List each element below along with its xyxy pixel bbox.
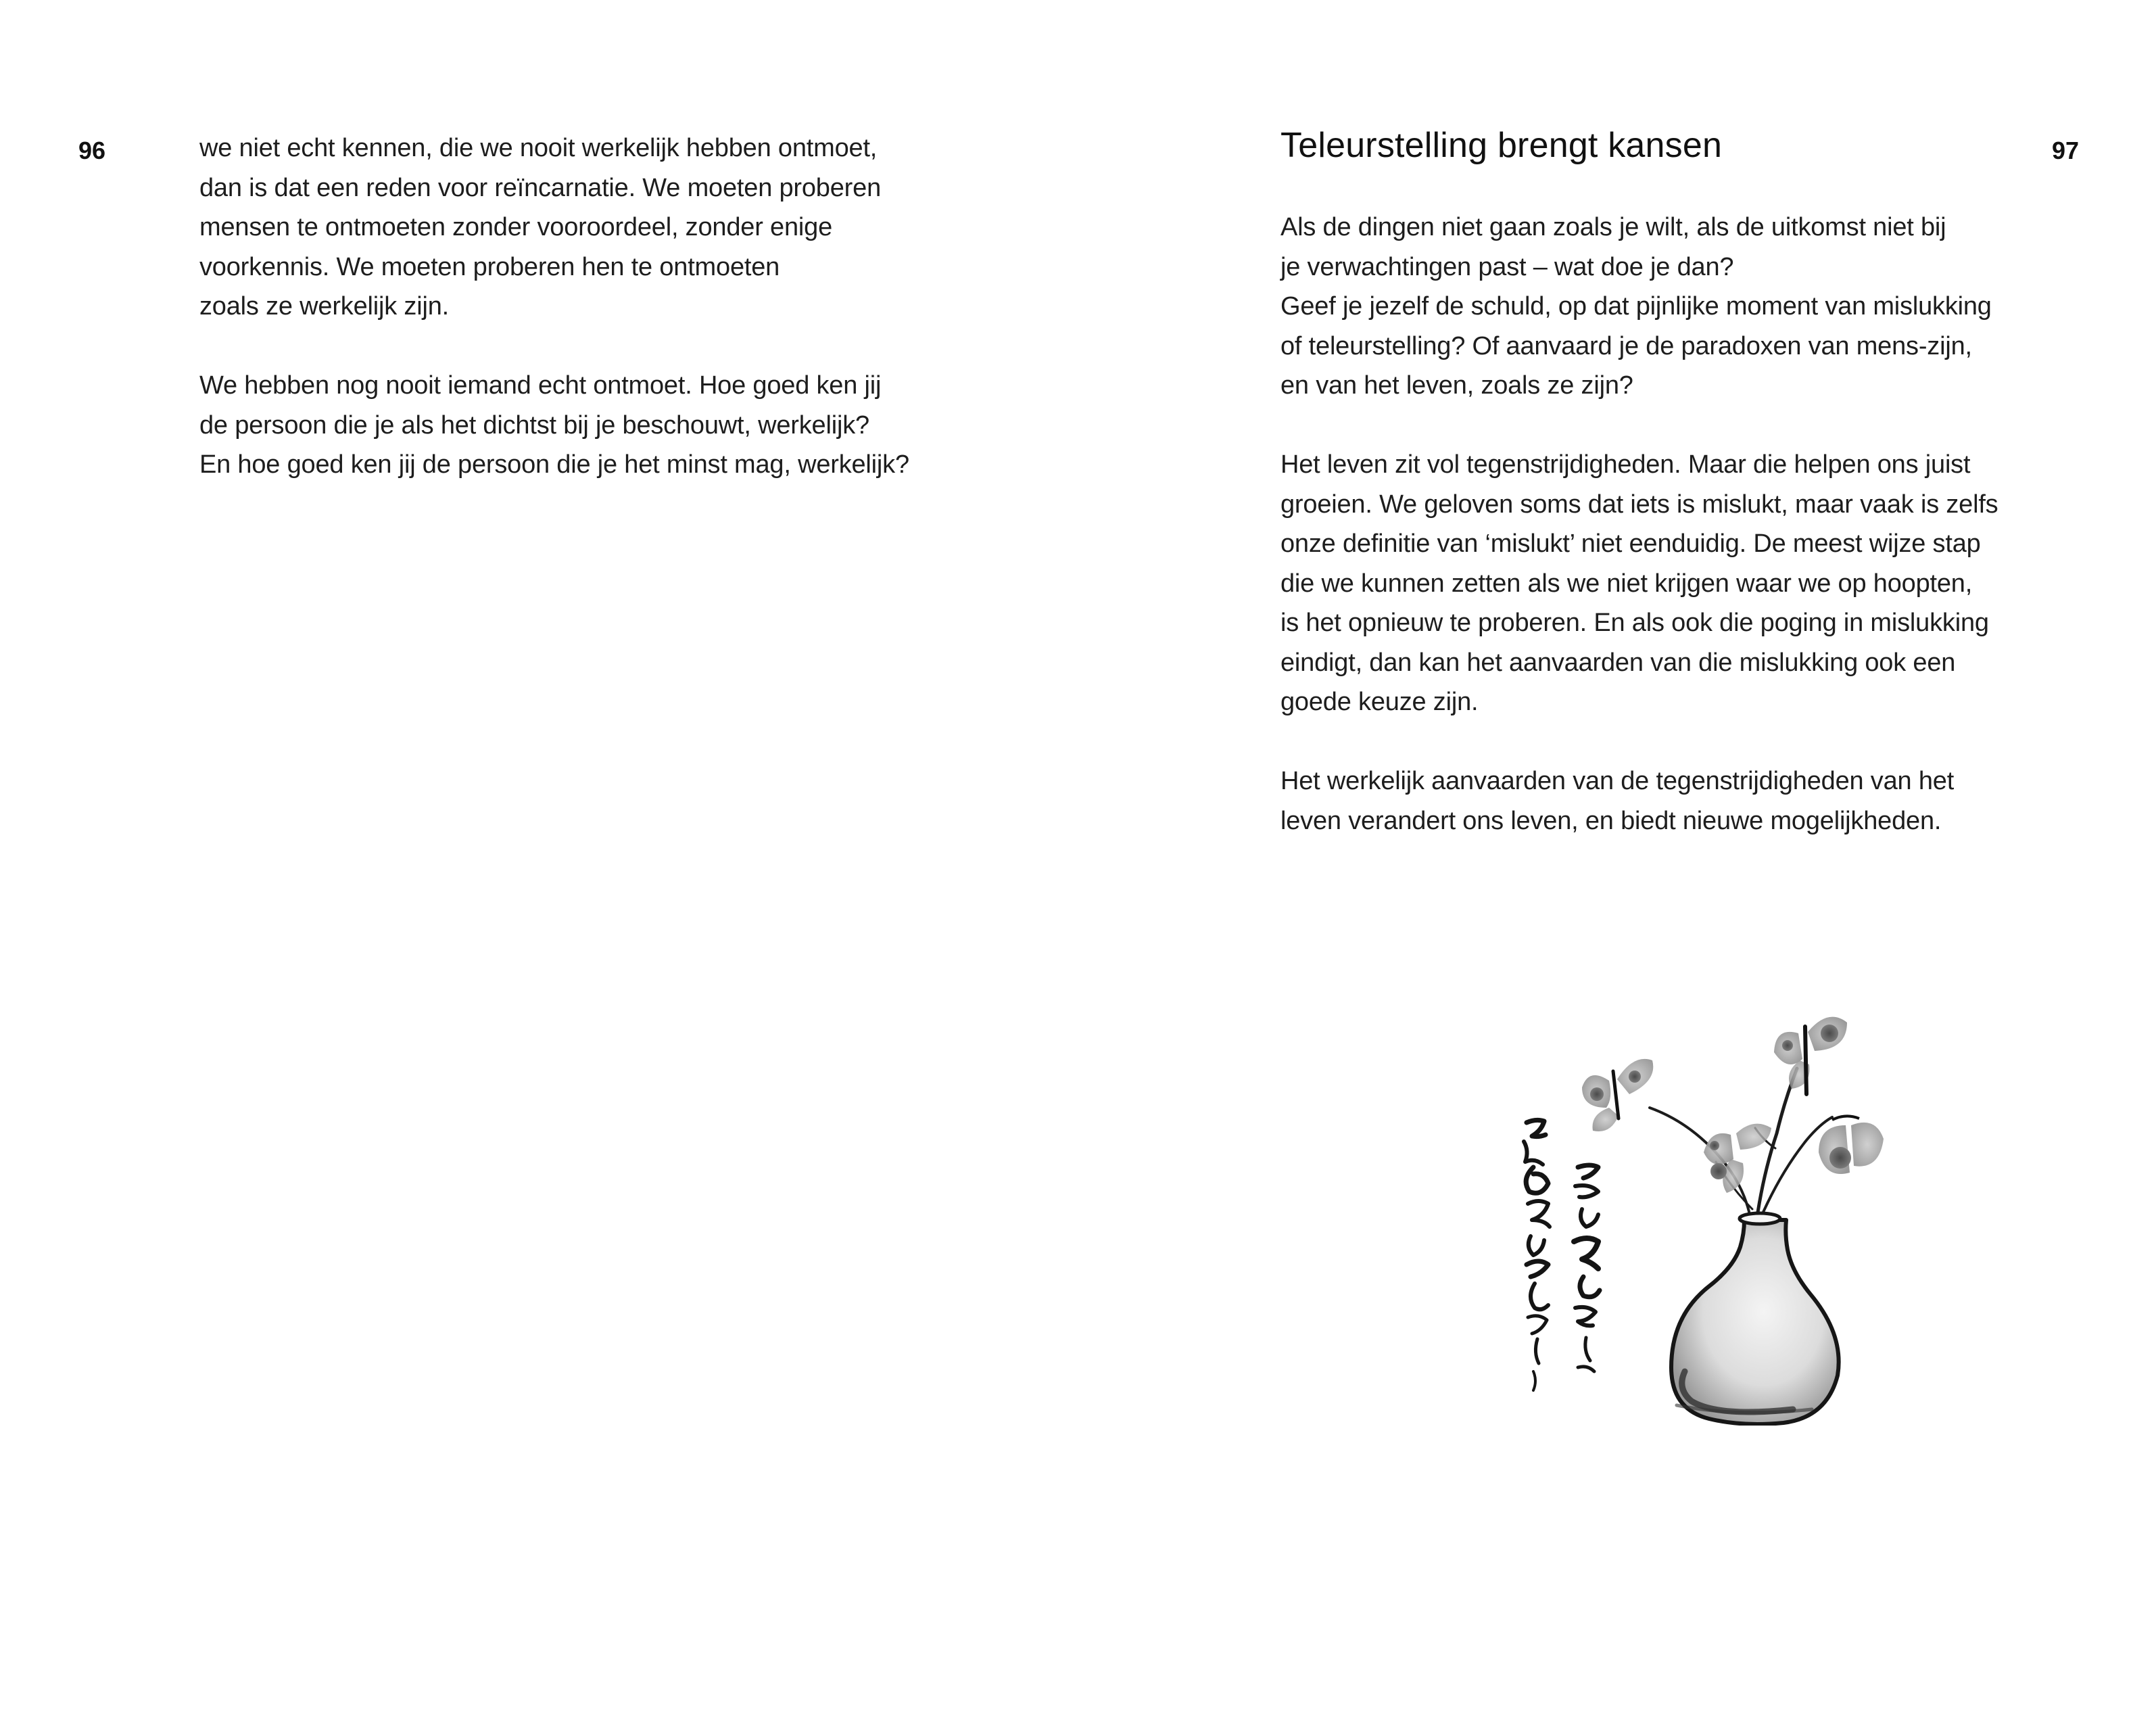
butterfly-middle bbox=[1704, 1124, 1771, 1193]
chapter-title: Teleurstelling brengt kansen bbox=[1280, 126, 1723, 165]
text-line: groeien. We geloven soms dat iets is mislukt, maar vaak is zelfs bbox=[1280, 490, 1998, 519]
left-body-text bbox=[199, 128, 916, 524]
text-line: zoals ze werkelijk zijn. bbox=[199, 292, 449, 321]
text-line: dan is dat een reden voor reïncarnatie. We moeten proberen bbox=[199, 173, 881, 202]
paragraph bbox=[1280, 445, 1997, 722]
butterfly-right bbox=[1819, 1116, 1884, 1174]
text-line: eindigt, dan kan het aanvaarden van die mislukking ook een bbox=[1280, 648, 1956, 677]
text-line: of teleurstelling? Of aanvaard je de paradoxen van mens-zijn, bbox=[1280, 331, 1972, 360]
text-line: leven verandert ons leven, en biedt nieuwe mogelijkheden. bbox=[1280, 806, 1942, 835]
text-line: goede keuze zijn. bbox=[1280, 688, 1479, 716]
page-number-right: 97 bbox=[2051, 137, 2079, 164]
text-line: die we kunnen zetten als we niet krijgen waar we op hoopten, bbox=[1280, 569, 1973, 598]
text-line: Het leven zit vol tegenstrijdigheden. Maar die helpen ons juist bbox=[1280, 450, 1971, 479]
paragraph bbox=[1280, 761, 1997, 841]
text-line: voorkennis. We moeten proberen hen te ontmoeten bbox=[199, 252, 780, 281]
right-body-text bbox=[1280, 208, 1997, 880]
paragraph bbox=[1280, 208, 1997, 406]
calligraphy-column-left bbox=[1524, 1120, 1550, 1390]
text-line: de persoon die je als het dichtst bij je beschouwt, werkelijk? bbox=[199, 410, 869, 440]
text-line: Geef je jezelf de schuld, op dat pijnlijke moment van mislukking bbox=[1280, 292, 1992, 321]
text-line: We hebben nog nooit iemand echt ontmoet. Hoe goed ken jij bbox=[199, 371, 882, 400]
ink-vase-with-butterflies-illustration bbox=[1508, 1006, 1958, 1426]
text-line: onze definitie van ‘mislukt’ niet eenduidig. De meest wijze stap bbox=[1280, 530, 1981, 558]
text-line: En hoe goed ken jij de persoon die je het minst mag, werkelijk? bbox=[199, 450, 909, 479]
text-line: mensen te ontmoeten zonder vooroordeel, zonder enige bbox=[199, 213, 833, 241]
right-page bbox=[1078, 0, 2156, 1717]
text-line: en van het leven, zoals ze zijn? bbox=[1280, 371, 1633, 400]
calligraphy-column-right bbox=[1574, 1165, 1600, 1371]
vase bbox=[1671, 1213, 1839, 1424]
paragraph bbox=[199, 128, 916, 327]
text-line: Als de dingen niet gaan zoals je wilt, als de uitkomst niet bij bbox=[1280, 213, 1946, 241]
text-line: we niet echt kennen, die we nooit werkelijk hebben ontmoet, bbox=[199, 134, 878, 162]
page-number-left: 96 bbox=[78, 137, 106, 164]
paragraph bbox=[199, 366, 916, 485]
butterfly-top-right bbox=[1774, 1017, 1847, 1094]
text-line: Het werkelijk aanvaarden van de tegenstrijdigheden van het bbox=[1280, 767, 1955, 795]
text-line: is het opnieuw te proberen. En als ook die poging in mislukking bbox=[1280, 609, 1989, 637]
text-line: je verwachtingen past – wat doe je dan? bbox=[1280, 252, 1734, 281]
butterfly-top-left bbox=[1582, 1059, 1653, 1131]
